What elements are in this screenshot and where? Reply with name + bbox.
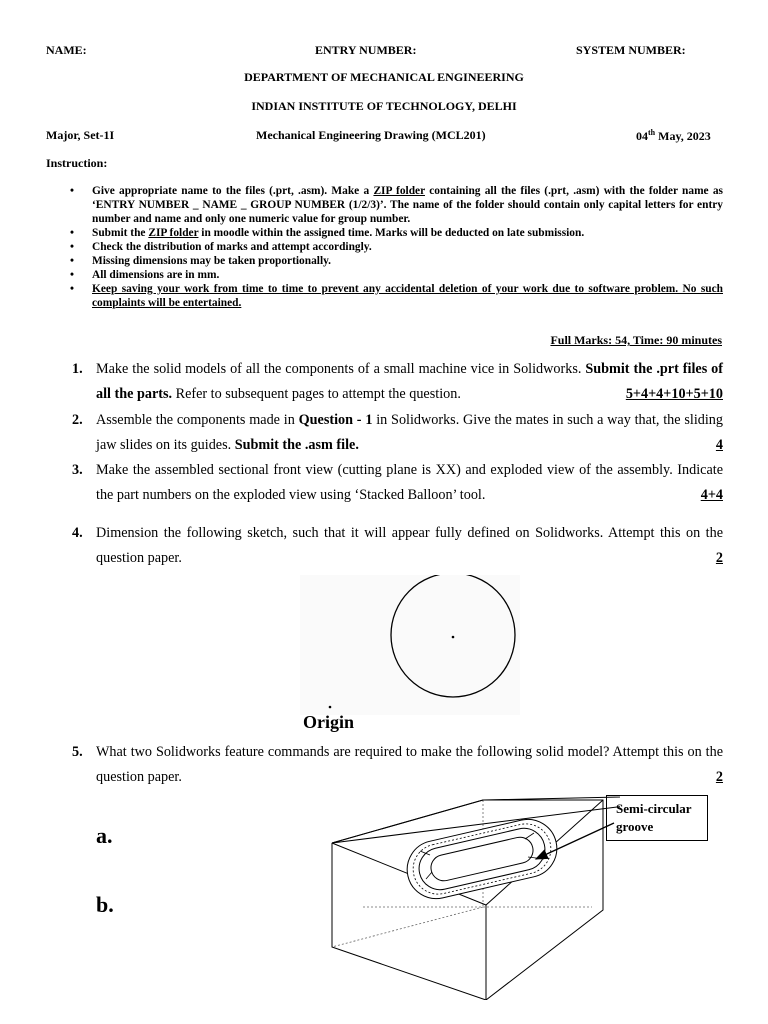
- name-label: NAME:: [46, 43, 87, 57]
- question-4: 4. Dimension the following sketch, such that it will appear fully defined on Solidworks. Attempt this on the question paper. 2: [72, 521, 723, 571]
- instruction-title: Instruction:: [46, 156, 108, 170]
- question-3: 3. Make the assembled sectional front view (cutting plane is XX) and exploded view of the assembly. Indicate the part numbers on the exploded view using ‘Stacked Balloon’ tool. 4+4: [72, 458, 723, 508]
- answer-b-label: b.: [96, 892, 114, 917]
- circle-sketch: [300, 575, 520, 715]
- answer-a-label: a.: [96, 823, 113, 848]
- course-title: Mechanical Engineering Drawing (MCL201): [256, 128, 486, 142]
- question-1: 1. Make the solid models of all the components of a small machine vice in Solidworks. Submit the .prt files of all the parts. Refer to subsequent pages to attempt the question. 5+4+4+10+5+10: [72, 357, 723, 407]
- full-marks: Full Marks: 54, Time: 90 minutes: [550, 333, 722, 347]
- question-5: 5. What two Solidworks feature commands are required to make the following solid model? Attempt this on the question paper. 2: [72, 740, 723, 790]
- question-1-marks: 5+4+4+10+5+10: [625, 386, 723, 402]
- origin-point: [329, 706, 332, 709]
- list-item: • Submit the ZIP folder in moodle within the assigned time. Marks will be deducted on late submission.: [70, 227, 585, 239]
- list-item: • Missing dimensions may be taken proportionally.: [70, 255, 332, 267]
- circle-center-point: [452, 636, 455, 639]
- origin-label: Origin: [303, 712, 355, 732]
- callout-box: Semi-circular groove: [606, 795, 708, 841]
- entry-number-label: ENTRY NUMBER:: [315, 43, 417, 57]
- department-title: DEPARTMENT OF MECHANICAL ENGINEERING: [244, 70, 524, 84]
- question-2: 2. Assemble the components made in Question - 1 in Solidworks. Give the mates in such a way that, the sliding jaw slides on its guides. Submit the .asm file. 4: [72, 408, 723, 458]
- list-item: • Keep saving your work from time to time to prevent any accidental deletion of your work due to software problem. No such complaints will be entertained.: [70, 283, 723, 309]
- list-item: • Check the distribution of marks and attempt accordingly.: [70, 241, 372, 253]
- exam-set: Major, Set-1I: [46, 128, 115, 142]
- question-2-marks: 4: [715, 437, 723, 453]
- institute-title: INDIAN INSTITUTE OF TECHNOLOGY, DELHI: [251, 99, 517, 113]
- question-3-marks: 4+4: [700, 487, 723, 503]
- instruction-list: [70, 184, 723, 310]
- exam-date: 04th May, 2023: [636, 128, 711, 143]
- system-number-label: SYSTEM NUMBER:: [576, 43, 686, 57]
- solid-model-figure: [320, 795, 620, 1000]
- list-item: • Give appropriate name to the files (.prt, .asm). Make a ZIP folder containing all the files (.prt, .asm) with the folder name as ‘ENTRY NUMBER _ NAME _ GROUP NUMBER (1/2/3)’. The name of the folder should contain only capital letters for entry number and name and only one numeric value for group number.: [70, 185, 723, 225]
- list-item: • All dimensions are in mm.: [70, 269, 220, 281]
- question-4-marks: 2: [715, 550, 723, 566]
- question-5-marks: 2: [715, 769, 723, 785]
